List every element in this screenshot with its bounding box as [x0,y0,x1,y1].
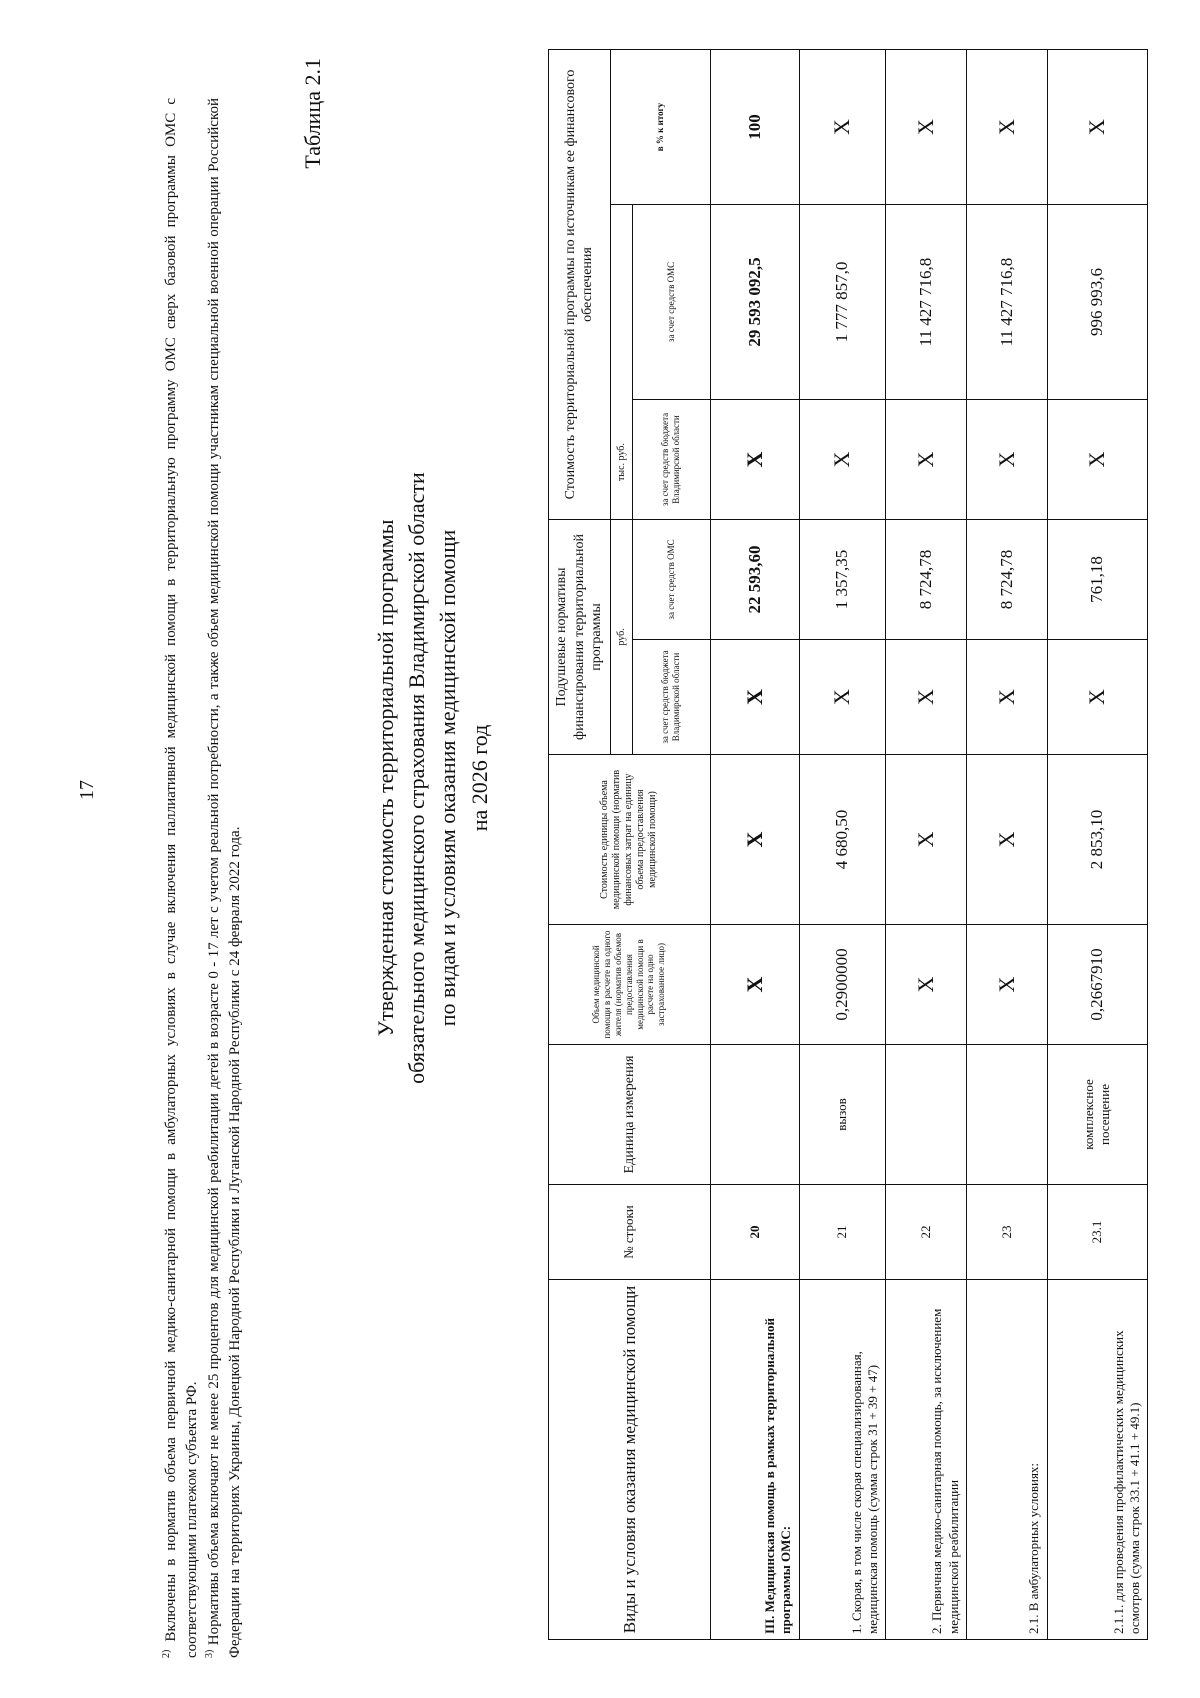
table-row [710,50,799,1640]
row-percent: X [799,50,885,205]
row-tc-budget: X [886,400,967,520]
row-unit-cost: X [710,755,799,925]
table-row [799,50,885,1640]
row-unit: комплексное посещение [1047,1045,1147,1185]
title-line: по видам и условиям оказания медицинской помощи [435,529,461,1027]
row-pc-budget: X [886,640,967,755]
row-tc-budget: X [710,400,799,520]
row-unit-cost: 4 680,50 [799,755,885,925]
row-name: 2.1. В амбулаторных условиях: [966,1280,1047,1640]
row-name: 2. Первичная медико-санитарная помощь, за исключением медицинской реабилитации [886,1280,967,1640]
row-name: III. Медицинская помощь в рамках территориальной программы ОМС: [710,1280,799,1640]
footnote-text: Нормативы объема включают не менее 25 процентов для медицинской реабилитации детей в возрасте 0 - 17 лет с учетом реальной потребности, а также объем медицинской помощи участникам специальной военной операции Российской Федерации на территориях Украины, Донецкой Народной Республики и Луганской Народной Республики с 24 февраля 2022 года. [206,98,243,1658]
header-per-capita: Подушевые нормативы финансирования территориальной программы [549,520,611,755]
row-unit-cost: X [886,755,967,925]
row-tc-oms: 29 593 092,5 [710,205,799,400]
table-row [1047,50,1147,1640]
header-row-no: № строки [549,1185,711,1280]
row-tc-budget: X [966,400,1047,520]
row-volume: X [710,925,799,1045]
row-tc-oms: 1 777 857,0 [799,205,885,400]
row-number: 23.1 [1047,1185,1147,1280]
header-pc-oms: за счет средств ОМС [632,520,710,640]
row-tc-oms: 11 427 716,8 [966,205,1047,400]
header-percent: в % к итогу [610,50,710,205]
header-total-cost: Стоимость территориальной программы по источникам ее финансового обеспечения [549,50,611,520]
header-thous-rub: тыс. руб. [610,205,632,520]
table-row [886,50,967,1640]
row-tc-budget: X [1047,400,1147,520]
row-number: 20 [710,1185,799,1280]
header-tc-budget: за счет средств бюджета Владимирской области [632,400,710,520]
row-pc-oms: 8 724,78 [886,520,967,640]
footnote-2 [160,98,203,1658]
row-percent: X [886,50,967,205]
row-unit-cost: 2 853,10 [1047,755,1147,925]
row-tc-budget: X [799,400,885,520]
header-unit-cost: Стоимость единицы объема медицинской помощи (норматив финансовых затрат на единицу объема предоставления медицинской помощи) [549,755,711,925]
row-volume: X [886,925,967,1045]
table-label: Таблица 2.1 [300,58,325,169]
row-tc-oms: 996 993,6 [1047,205,1147,400]
header-volume: Объем медицинской помощи в расчете на одного жителя (норматив объемов предоставления медицинской помощи в расчете на одно застрахованное лицо) [549,925,711,1045]
footnote-marker: 2) [161,1649,172,1658]
row-tc-oms: 11 427 716,8 [886,205,967,400]
table-row [966,50,1047,1640]
cost-table [548,49,1148,1640]
row-percent: X [1047,50,1147,205]
row-volume: 0,2900000 [799,925,885,1045]
row-unit [710,1045,799,1185]
row-pc-budget: X [710,640,799,755]
footnote-marker: 3) [204,1649,215,1658]
row-percent: X [966,50,1047,205]
title-line: на 2026 год [466,724,492,832]
row-number: 22 [886,1185,967,1280]
page-number: 17 [76,780,98,800]
row-pc-budget: X [966,640,1047,755]
row-name: 1. Скорая, в том числе скорая специализированная, медицинская помощь (сумма строк 31 + 39 + 47) [799,1280,885,1640]
row-pc-budget: X [1047,640,1147,755]
header-rub: руб. [610,520,632,755]
row-pc-budget: X [799,640,885,755]
row-number: 23 [966,1185,1047,1280]
row-unit-cost: X [966,755,1047,925]
row-name: 2.1.1. для проведения профилактических медицинских осмотров (сумма строк 33.1 + 41.1 + 49.1) [1047,1280,1147,1640]
row-percent: 100 [710,50,799,205]
document-title [370,198,495,1358]
title-line: обязательного медицинского страхования Владимирской области [404,472,430,1084]
footnotes [160,98,246,1658]
row-pc-oms: 8 724,78 [966,520,1047,640]
row-unit: вызов [799,1045,885,1185]
title-line: Утвержденная стоимость территориальной программы [373,519,398,1037]
row-number: 21 [799,1185,885,1280]
footnote-text: Включены в норматив объема первичной медико-санитарной помощи в амбулаторных условиях в случае включения паллиативной медицинской помощи в территориальную программу ОМС сверх базовой программы ОМС с соответствующими платежом субъекта РФ. [163,98,200,1658]
footnote-3 [203,98,246,1658]
header-tc-oms: за счет средств ОМС [632,205,710,400]
row-pc-oms: 761,18 [1047,520,1147,640]
row-volume: 0,2667910 [1047,925,1147,1045]
row-pc-oms: 22 593,60 [710,520,799,640]
row-pc-oms: 1 357,35 [799,520,885,640]
header-pc-budget: за счет средств бюджета Владимирской области [632,640,710,755]
row-unit [886,1045,967,1185]
row-unit [966,1045,1047,1185]
header-type: Виды и условия оказания медицинской помощи [549,1280,711,1640]
header-unit: Единица измерения [549,1045,711,1185]
row-volume: X [966,925,1047,1045]
